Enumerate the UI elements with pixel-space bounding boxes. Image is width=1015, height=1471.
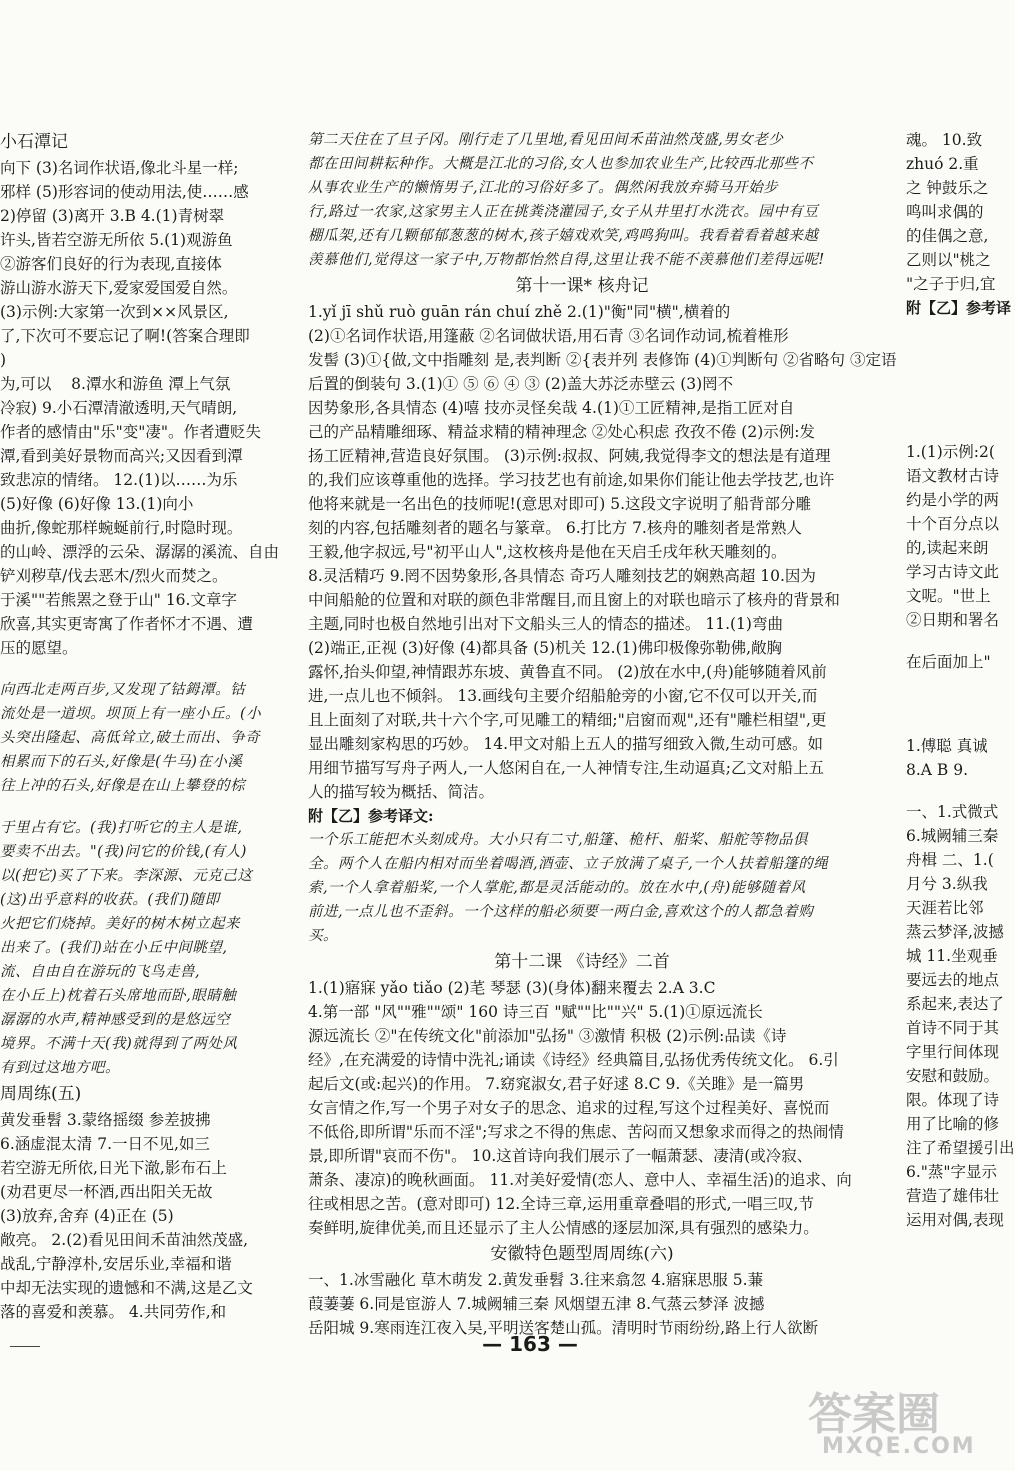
left-italic-line: 要卖不出去。"(我)问它的价钱,(有人) <box>0 844 247 860</box>
answer-line: 发髻 (3)①{做,文中指雕刻 是,表判断 ②{表并列 表修饰 (4)①判断句 ②省略句 ③定语 <box>308 351 897 369</box>
left-line: 中却无法实现的遗憾和不满,这是乙文 <box>0 1279 253 1297</box>
right-line: 系起来,表达了 <box>906 995 1004 1013</box>
right-line: 十个百分点以 <box>906 515 1000 533</box>
page-number: — 163 — <box>482 1332 578 1356</box>
right-line: 天涯若比邻 <box>906 899 984 917</box>
left-line: 许头,皆若空游无所依 5.(1)观游鱼 <box>0 231 233 249</box>
left-italic-line: 出来了。(我们)站在小丘中间眺望, <box>0 940 228 956</box>
left-line: (劝君更尽一杯酒,西出阳关无故 <box>0 1183 213 1201</box>
left-italic-line: 头突出隆起、高低耸立,破土而出、争奇 <box>0 730 261 746</box>
left-line-part: 8.潭水和游鱼 潭上气氛 <box>71 375 231 393</box>
answer-line: 经》,在充满爱的诗情中洗礼;诵读《诗经》经典篇目,弘扬优秀传统文化。 6.引 <box>308 1051 839 1069</box>
left-line: 邪样 (5)形容词的使动用法,使……感 <box>0 183 249 201</box>
right-line: ②日期和署名 <box>906 611 1000 629</box>
left-line: 落的喜爱和羡慕。 4.共同劳作,和 <box>0 1303 227 1321</box>
left-line: 压的愿望。 <box>0 639 78 657</box>
left-italic-line: 潺潺的水声,精神感受到的是悠远空 <box>0 1012 231 1028</box>
answer-line: 1.yǐ jī shǔ ruò guān rán chuí zhě 2.(1)"衡"同"横",横着的 <box>308 303 731 321</box>
answer-line: 奏鲜明,旋律优美,而且还显示了主人公情感的逐层加深,具有强烈的感染力。 <box>308 1219 819 1237</box>
right-line: 月兮 3.纵我 <box>906 875 988 893</box>
right-line: 城 11.坐观垂 <box>906 947 998 965</box>
left-italic-line: 往上冲的石头,好像是在山上攀登的棕 <box>0 778 246 794</box>
right-line: 注了希望援引出 <box>906 1139 1015 1157</box>
translation-line: 全。两个人在船内相对而坐着喝酒,酒壶、立子放满了桌子,一个人扶着船篷的绳 <box>308 856 829 872</box>
left-line: ②游客们良好的行为表现,直接体 <box>0 255 222 273</box>
left-italic-line: 有到过这地方吧。 <box>0 1060 120 1076</box>
answer-line: 主题,同时也极自然地引出对下文船头三人的情态的描述。 11.(1)弯曲 <box>308 615 783 633</box>
left-italic-line: 向西北走两百步,又发现了钴鉧潭。钴 <box>0 682 246 698</box>
right-line: 营造了雄伟壮 <box>906 1187 1000 1205</box>
left-line: 铲刈秽草/伐去恶木/烈火而焚之。 <box>0 567 228 585</box>
weekly-practice-5-heading: 周周练(五) <box>0 1084 82 1104</box>
reference-translation-heading: 附【乙】参考译文: <box>308 807 434 825</box>
right-line: 魂。 10.致 <box>906 131 983 149</box>
answer-line: 中间船舱的位置和对联的颜色非常醒目,而且窗上的对联也暗示了核舟的背景和 <box>308 591 840 609</box>
answer-line: 4.第一部 "风""雅""颂" 160 诗三百 "赋""比""兴" 5.(1)①原远流长 <box>308 1003 763 1021</box>
right-line: 要远去的地点 <box>906 971 1000 989</box>
answer-line: 萧条、凄凉)的晚秋画面。 11.对美好爱情(恋人、意中人、幸福生活)的追求、向 <box>308 1171 852 1189</box>
middle-column <box>308 128 897 1340</box>
left-line: (5)好像 (6)好像 13.(1)向小 <box>0 495 194 513</box>
left-line: 2)停留 (3)离开 3.B 4.(1)青树翠 <box>0 207 225 225</box>
right-line: 乙则以"桃之 <box>906 251 991 269</box>
left-line: 曲折,像蛇那样蜿蜒前行,时隐时现。 <box>0 519 243 537</box>
left-line: 黄发垂髫 3.蒙络摇缀 参差披拂 <box>0 1111 211 1129</box>
left-italic-line: 火把它们烧掉。美好的树木树立起来 <box>0 916 240 932</box>
answer-line: 人的描写较为概括、简洁。 <box>308 783 495 801</box>
answer-line: 显出雕刻家构思的巧妙。 14.甲文对船上五人的描写细致入微,生动可感。如 <box>308 735 824 753</box>
right-line: 鸣叫求偶的 <box>906 203 984 221</box>
answer-line: 女言情之作,写一个男子对女子的思念、追求的过程,写这个过程美好、喜悦而 <box>308 1099 830 1117</box>
translation-line: 从事农业生产的懒惰男子,江北的习俗好多了。偶然闲我放弃骑马开始步 <box>308 180 779 196</box>
left-line: 敞亮。 2.(2)看见田间禾苗油然茂盛, <box>0 1231 249 1249</box>
translation-line: 棚瓜架,还有几颗郁郁葱葱的树木,孩子嬉戏欢笑,鸡鸣狗叫。我看着看着越来越 <box>308 228 819 244</box>
left-line: (3)示例:大家第一次到××风景区, <box>0 303 229 321</box>
answer-line: (2)端正,正视 (3)好像 (4)都具备 (5)机关 12.(1)佛印极像弥勒佛,敞胸 <box>308 639 782 657</box>
answer-line: 王毅,他字叔远,号"初平山人",这枚核舟是他在天启壬戌年秋天雕刻的。 <box>308 543 787 561</box>
translation-line: 行,路过一农家,这家男主人正在挑粪浇灌园子,女子从井里打水洗衣。园中有豆 <box>308 204 819 220</box>
answer-line: 葭萋萋 6.同是宦游人 7.城阙辅三秦 风烟望五津 8.气蒸云梦泽 波撼 <box>308 1295 765 1313</box>
watermark-url: MXQE.COM <box>822 1434 976 1459</box>
left-heading: 小石潭记 <box>0 132 68 152</box>
left-line: 战乱,宁静淳朴,安居乐业,幸福和谐 <box>0 1255 232 1273</box>
answer-line: 1.(1)寤寐 yǎo tiǎo (2)芼 琴瑟 (3)(身体)翻来覆去 2.A 3.C <box>308 979 716 997</box>
answer-line: 景,即所谓"哀而不伤"。 10.这首诗向我们展示了一幅萧瑟、凄清(或冷寂、 <box>308 1147 813 1165</box>
weekly-practice-6-heading: 安徽特色题型周周练(六) <box>490 1244 674 1264</box>
right-line: 6.城阙辅三秦 <box>906 827 999 845</box>
answer-line: 用细节描写写舟子两人,一人悠闲自在,一人神情专注,生动逼真;乙文对船上五 <box>308 759 825 777</box>
right-line: 蒸云梦泽,波撼 <box>906 923 1004 941</box>
answer-line: 且上面刻了对联,共十六个字,可见雕工的精细;"启窗而观",还有"雕栏相望",更 <box>308 711 827 729</box>
watermark-text: 答案圈 <box>808 1389 940 1440</box>
answer-line: 因势象形,各具情态 (4)嘻 技亦灵怪矣哉 4.(1)①工匠精神,是指工匠对自 <box>308 399 795 417</box>
left-line: ) <box>0 351 7 369</box>
right-line: 首诗不同于其 <box>906 1019 1000 1037</box>
left-line: (3)放弃,舍弃 (4)正在 (5) <box>0 1207 174 1225</box>
right-line: 限。体现了诗 <box>906 1091 1000 1109</box>
answer-line: 露怀,抬头仰望,神情跟苏东坡、黄鲁直不同。 (2)放在水中,(舟)能够随着风前 <box>308 663 827 681</box>
left-italic-line: 相累而下的石头,好像是(牛马)在小溪 <box>0 754 243 770</box>
right-line: zhuó 2.重 <box>906 155 979 173</box>
translation-line: 前进,一点儿也不歪斜。一个这样的船必须要一两白金,喜欢这个的人都急着购 <box>308 904 814 920</box>
right-line: 8.A B 9. <box>906 761 969 779</box>
right-line: 一、1.式微式 <box>906 803 999 821</box>
footer-rule <box>10 1346 40 1347</box>
answer-line: 的,我们应该尊重他的选择。学习技艺也有前途,如果你们能让他去学技艺,也许 <box>308 471 835 489</box>
right-line: 字里行间体现 <box>906 1043 1000 1061</box>
left-line: 向下 (3)名词作状语,像北斗星一样; <box>0 159 239 177</box>
left-italic-line: 以(把它)买了下来。李深源、元克己这 <box>0 868 253 884</box>
answer-line: 源远流长 ②"在传统文化"前添加"弘扬" ③激情 积极 (2)示例:品读《诗 <box>308 1027 787 1045</box>
answer-line: 8.灵活精巧 9.罔不因势象形,各具情态 奇巧人雕刻技艺的娴熟高超 10.因为 <box>308 567 816 585</box>
left-line: 欣喜,其实更寄寓了作者怀才不遇、遭 <box>0 615 253 633</box>
left-italic-line: 流处是一道坝。坝顶上有一座小丘。(小 <box>0 706 262 722</box>
right-line: 约是小学的两 <box>906 491 1000 509</box>
translation-line: 羡慕他们,觉得这一家子中,万物都怡然自得,这里让我不能不羡慕他们差得远呢! <box>308 252 825 268</box>
watermark-logo <box>808 1378 988 1468</box>
right-line: 在后面加上" <box>906 653 991 671</box>
answer-line: 进,一点儿也不倾斜。 13.画线句主要介绍船舱旁的小窗,它不仅可以开关,而 <box>308 687 818 705</box>
right-line: "之子于归,宜 <box>906 275 996 293</box>
right-line: 的佳偶之意, <box>906 227 989 245</box>
answer-line: 己的产品精雕细琢、精益求精的精神理念 ②处心积虑 孜孜不倦 (2)示例:发 <box>308 423 815 441</box>
right-line: 语文教材古诗 <box>906 467 1000 485</box>
left-italic-line: (这)出乎意料的收获。(我们)随即 <box>0 892 220 908</box>
answer-line: 扬工匠精神,营造良好氛围。 (3)示例:叔叔、阿姨,我觉得李文的想法是有道理 <box>308 447 831 465</box>
right-line: 1.(1)示例:2( <box>906 443 995 461</box>
right-line: 之 钟鼓乐之 <box>906 179 989 197</box>
translation-line: 第二天住在了旦子冈。刚行走了几里地,看见田间禾苗油然茂盛,男女老少 <box>308 132 784 148</box>
left-line <box>0 372 282 396</box>
answer-line: 岳阳城 9.寒雨连江夜入吴,平明送客楚山孤。清明时节雨纷纷,路上行人欲断 <box>308 1319 819 1337</box>
left-line: 于溪""若熊罴之登于山" 16.文章字 <box>0 591 237 609</box>
left-line: 若空游无所依,日光下澈,影布石上 <box>0 1159 227 1177</box>
left-line: 潭,看到美好景物而高兴;又因看到潭 <box>0 447 243 465</box>
translation-line: 买。 <box>308 928 338 944</box>
left-line: 游山游水游天下,爱家爱国爱自然。 <box>0 279 238 297</box>
right-line: 用了比喻的修 <box>906 1115 1000 1133</box>
left-italic-line: 在小丘上)枕着石头席地而卧,眼睛触 <box>0 988 237 1004</box>
right-line: 的,读起来朗 <box>906 539 989 557</box>
answer-line: 不低俗,即所谓"乐而不淫";写求之不得的焦虑、苦闷而又想象求而得之的热闹情 <box>308 1123 844 1141</box>
left-line: 致悲凉的情绪。 12.(1)以……为乐 <box>0 471 238 489</box>
lesson-11-heading: 第十一课* 核舟记 <box>515 276 649 296</box>
left-column <box>0 128 282 1324</box>
right-line: 学习古诗文此 <box>906 563 1000 581</box>
left-italic-line: 境界。不满十天(我)就得到了两处风 <box>0 1036 238 1052</box>
answer-line: (2)①名词作状语,用篷蔽 ②名词做状语,用石青 ③名词作动词,梳着椎形 <box>308 327 789 345</box>
right-line: 安慰和鼓励。 <box>906 1067 1000 1085</box>
translation-line: 都在田间耕耘种作。大概是江北的习俗,女人也参加农业生产,比较西北那些不 <box>308 156 814 172</box>
right-line: 文呢。"世上 <box>906 587 991 605</box>
answer-line: 起后文(或:起兴)的作用。 7.窈窕淑女,君子好逑 8.C 9.《关雎》是一篇男 <box>308 1075 805 1093</box>
answer-line: 刻的内容,包括雕刻者的题名与篆章。 6.打比方 7.核舟的雕刻者是常熟人 <box>308 519 802 537</box>
left-line: 的山岭、漂浮的云朵、潺潺的溪流、自由 <box>0 543 280 561</box>
left-line: 了,下次可不要忘记了啊!(答案合理即 <box>0 327 250 345</box>
left-line: 冷寂) 9.小石潭清澈透明,天气晴朗, <box>0 399 238 417</box>
left-line: 作者的感情由"乐"变"凄"。作者遭贬失 <box>0 423 262 441</box>
right-line: 6."蒸"字显示 <box>906 1163 998 1181</box>
lesson-12-heading: 第十二课 《诗经》二首 <box>494 952 670 972</box>
translation-line: 索,一个人拿着船桨,一个人掌舵,都是灵活能动的。放在水中,(舟)能够随着风 <box>308 880 806 896</box>
translation-line: 一个乐工能把木头刻成舟。大小只有二寸,船篷、桅杆、船桨、船舵等物品俱 <box>308 832 809 848</box>
right-line: 舟楫 二、1.( <box>906 851 994 869</box>
answer-line: 一、1.冰雪融化 草木萌发 2.黄发垂髫 3.往来翕忽 4.寤寐思服 5.蒹 <box>308 1271 764 1289</box>
answer-line: 后置的倒装句 3.(1)① ⑤ ⑥ ④ ③ (2)盖大苏泛赤壁云 (3)罔不 <box>308 375 734 393</box>
right-line: 1.傅聪 真诚 <box>906 737 988 755</box>
left-italic-line: 于里占有它。(我)打听它的主人是谁, <box>0 820 243 836</box>
answer-line: 往或相思之苦。(意对即可) 12.全诗三章,运用重章叠唱的形式,一唱三叹,节 <box>308 1195 814 1213</box>
left-line: 6.涵虚混太清 7.一日不见,如三 <box>0 1135 210 1153</box>
right-column <box>906 128 1015 1232</box>
left-italic-line: 流、自由自在游玩的飞鸟走兽, <box>0 964 201 980</box>
answer-line: 他将来就是一名出色的技师呢!(意思对即可) 5.这段文字说明了船背部分雕 <box>308 495 812 513</box>
left-line-part: 为,可以 <box>0 375 52 393</box>
right-line: 附【乙】参考译 <box>906 299 1012 317</box>
right-line: 运用对偶,表现 <box>906 1211 1004 1229</box>
